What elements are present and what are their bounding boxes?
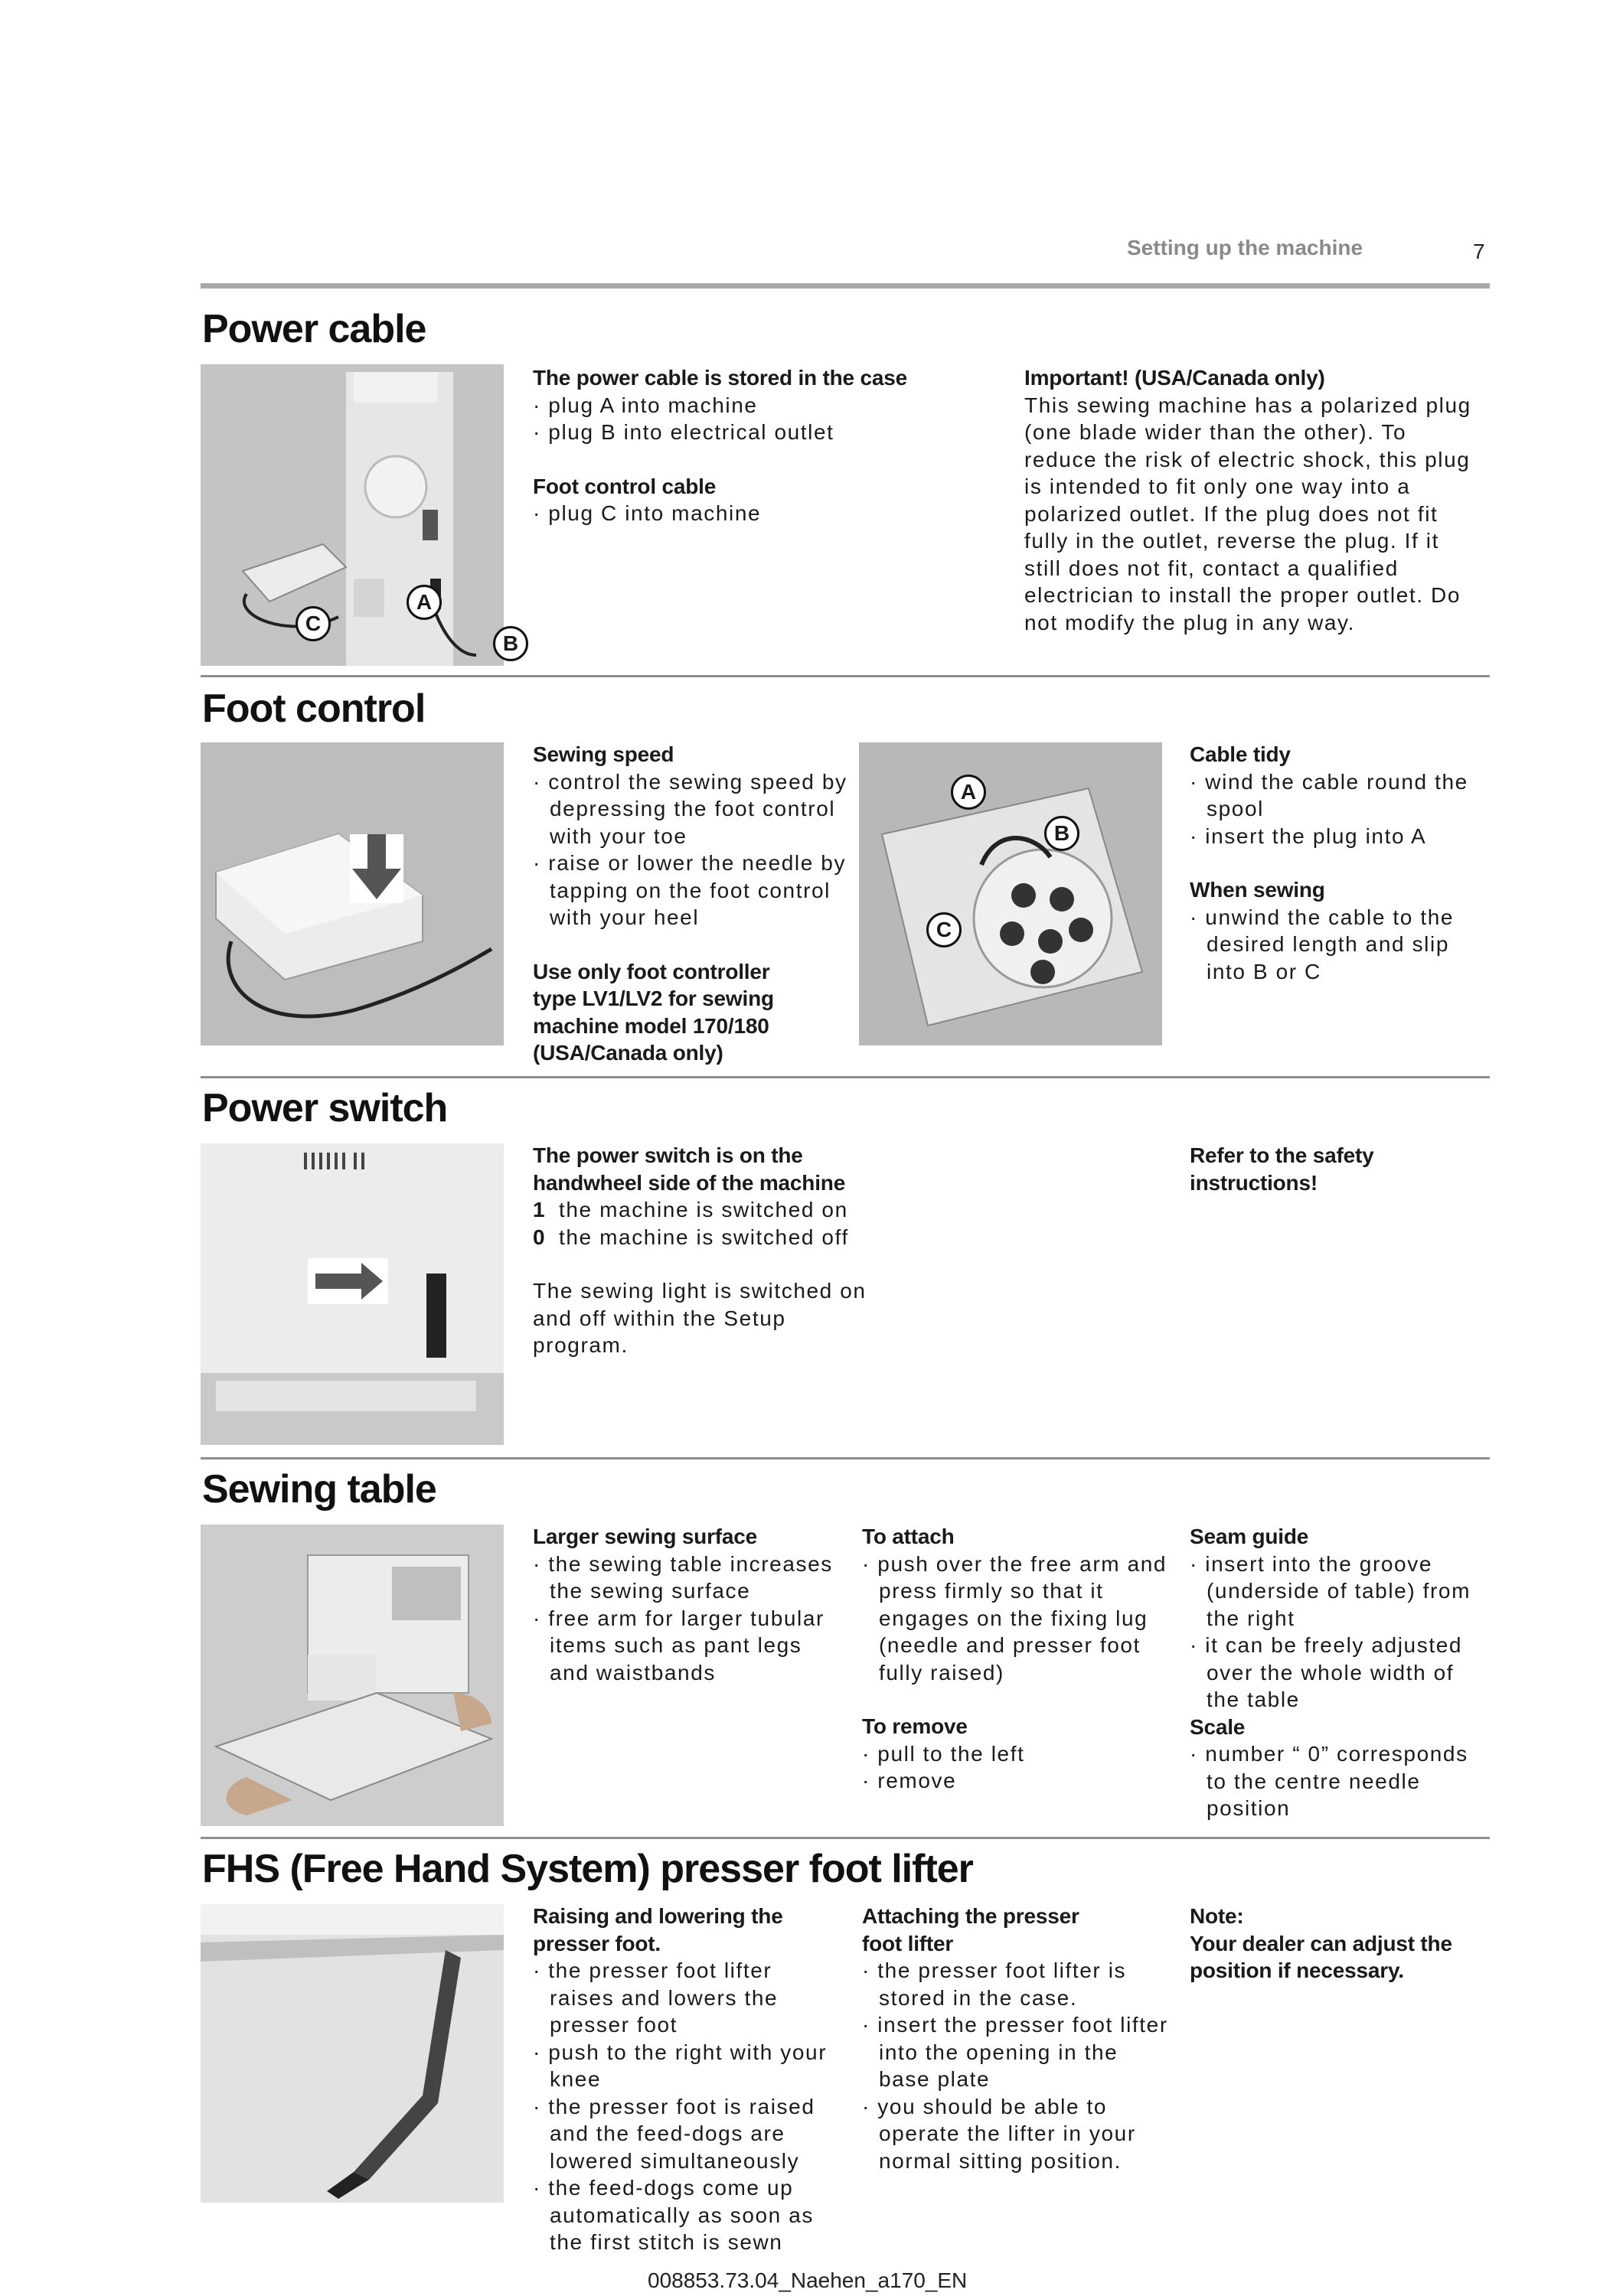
callout-c: C bbox=[296, 606, 331, 641]
cable-tidy-illustration bbox=[859, 742, 1162, 1045]
footer-document-code: 008853.73.04_Naehen_a170_EN bbox=[648, 2268, 968, 2292]
power-cable-title: The power cable is stored in the case bbox=[533, 366, 907, 390]
text-line: still does not fit, contact a qualified bbox=[1024, 556, 1399, 580]
section-rule bbox=[201, 1457, 1490, 1459]
sewing-table-illustration bbox=[201, 1525, 504, 1826]
foot-control-col1 bbox=[533, 741, 854, 1067]
list-item: · push over the free arm and press firmly so that it engages on the fixing lug (needle and presser foot fully raised) bbox=[862, 1551, 1167, 1684]
text-line: The sewing light is switched on bbox=[533, 1279, 867, 1303]
important-title: Important! (USA/Canada only) bbox=[1024, 366, 1325, 390]
list-item: · insert the plug into A bbox=[1190, 823, 1427, 848]
safety-line: Refer to the safety bbox=[1190, 1143, 1374, 1167]
power-cable-col2 bbox=[1024, 364, 1491, 636]
title-line: Attaching the presser bbox=[862, 1904, 1079, 1928]
list-item: · free arm for larger tubular items such as pant legs and waistbands bbox=[533, 1606, 825, 1684]
switch-off-line bbox=[533, 1224, 885, 1251]
sewing-speed-title: Sewing speed bbox=[533, 742, 674, 766]
list-item: · the feed-dogs come up automatically as soon as the first stitch is sewn bbox=[533, 2176, 815, 2254]
heading-sewing-table: Sewing table bbox=[202, 1467, 436, 1512]
text-line: (one blade wider than the other). To bbox=[1024, 420, 1407, 444]
switch-on-key: 1 bbox=[533, 1198, 545, 1221]
section-rule bbox=[201, 1837, 1490, 1839]
to-remove-title: To remove bbox=[862, 1714, 968, 1738]
list-item: · push to the right with your knee bbox=[533, 2040, 828, 2091]
list-item: · plug C into machine bbox=[533, 501, 762, 525]
text-line: polarized outlet. If the plug does not fit bbox=[1024, 501, 1438, 526]
photo-fhs bbox=[201, 1904, 504, 2203]
scale-title: Scale bbox=[1190, 1714, 1246, 1739]
seam-guide-title: Seam guide bbox=[1190, 1525, 1309, 1548]
foot-control-col3 bbox=[1190, 741, 1491, 985]
title-line: The power switch is on the bbox=[533, 1143, 803, 1167]
note-line: Your dealer can adjust the bbox=[1190, 1931, 1452, 1955]
heading-power-switch: Power switch bbox=[202, 1086, 448, 1130]
list-item: · you should be able to operate the lifter in your normal sitting position. bbox=[862, 2094, 1136, 2173]
foot-control-cable-title: Foot control cable bbox=[533, 474, 717, 498]
photo-cable-tidy bbox=[859, 742, 1162, 1045]
callout-b: B bbox=[493, 626, 528, 661]
sewing-table-col2 bbox=[862, 1523, 1168, 1795]
list-item: · plug B into electrical outlet bbox=[533, 420, 834, 444]
title-line: Raising and lowering the bbox=[533, 1904, 783, 1928]
power-cable-col1 bbox=[533, 364, 962, 527]
list-item: · pull to the left bbox=[862, 1741, 1025, 1766]
switch-off-text: the machine is switched off bbox=[559, 1225, 849, 1249]
to-attach-title: To attach bbox=[862, 1525, 955, 1548]
foot-control-illustration bbox=[201, 742, 504, 1045]
text-line: This sewing machine has a polarized plug bbox=[1024, 393, 1471, 417]
callout-c: C bbox=[926, 912, 962, 947]
fhs-col1 bbox=[533, 1903, 842, 2256]
larger-surface-title: Larger sewing surface bbox=[533, 1525, 758, 1548]
fhs-col3 bbox=[1190, 1903, 1491, 1985]
photo-power-switch bbox=[201, 1143, 504, 1445]
photo-power-cable bbox=[201, 364, 504, 666]
heading-fhs: FHS (Free Hand System) presser foot lifter bbox=[202, 1847, 973, 1891]
text-line: and off within the Setup bbox=[533, 1306, 786, 1330]
note-line: (USA/Canada only) bbox=[533, 1041, 723, 1065]
list-item: · the presser foot lifter is stored in the case. bbox=[862, 1958, 1127, 2010]
list-item: · unwind the cable to the desired length and slip into B or C bbox=[1190, 905, 1455, 983]
list-item: · plug A into machine bbox=[533, 393, 758, 417]
heading-foot-control: Foot control bbox=[202, 687, 426, 731]
note-line: Use only foot controller bbox=[533, 959, 770, 983]
text-line: reduce the risk of electric shock, this plug bbox=[1024, 447, 1471, 471]
list-item: · the presser foot lifter raises and lowers the presser foot bbox=[533, 1958, 779, 2037]
note-line: type LV1/LV2 for sewing bbox=[533, 987, 774, 1010]
title-line: handwheel side of the machine bbox=[533, 1170, 846, 1195]
running-header-title: Setting up the machine bbox=[1127, 236, 1363, 259]
list-item: · insert the presser foot lifter into the opening in the base plate bbox=[862, 2013, 1168, 2091]
section-rule bbox=[201, 1076, 1490, 1078]
note-line: Note: bbox=[1190, 1904, 1244, 1928]
photo-sewing-table bbox=[201, 1525, 504, 1826]
cable-tidy-title: Cable tidy bbox=[1190, 742, 1291, 766]
section-rule bbox=[201, 675, 1490, 677]
note-line: machine model 170/180 bbox=[533, 1013, 769, 1038]
header-rule bbox=[201, 283, 1490, 289]
title-line: presser foot. bbox=[533, 1931, 661, 1955]
text-line: is intended to fit only one way into a bbox=[1024, 475, 1411, 498]
list-item: · insert into the groove (underside of table) from the right bbox=[1190, 1551, 1471, 1630]
text-line: fully in the outlet, reverse the plug. If it bbox=[1024, 529, 1439, 553]
safety-line: instructions! bbox=[1190, 1170, 1318, 1195]
callout-a: A bbox=[407, 585, 442, 620]
title-line: foot lifter bbox=[862, 1931, 954, 1955]
text-line: program. bbox=[533, 1333, 629, 1357]
switch-on-text: the machine is switched on bbox=[559, 1198, 848, 1221]
list-item: · control the sewing speed by depressing the foot control with your toe bbox=[533, 769, 847, 848]
sewing-table-col1 bbox=[533, 1523, 842, 1686]
callout-a: A bbox=[951, 775, 986, 810]
switch-off-key: 0 bbox=[533, 1225, 545, 1249]
power-cable-illustration bbox=[201, 364, 504, 666]
text-line: electrician to install the proper outlet. Do bbox=[1024, 583, 1461, 607]
power-switch-illustration bbox=[201, 1143, 504, 1445]
heading-power-cable: Power cable bbox=[202, 307, 426, 351]
page-number: 7 bbox=[1473, 240, 1485, 263]
list-item: · the sewing table increases the sewing surface bbox=[533, 1551, 833, 1603]
power-switch-col3 bbox=[1190, 1142, 1491, 1196]
list-item: · remove bbox=[862, 1769, 957, 1792]
sewing-table-col3 bbox=[1190, 1523, 1491, 1822]
fhs-lifter-illustration bbox=[201, 1904, 504, 2203]
list-item: · it can be freely adjusted over the whole width of the table bbox=[1190, 1633, 1463, 1711]
callout-b: B bbox=[1044, 816, 1079, 851]
list-item: · raise or lower the needle by tapping on the foot control with your heel bbox=[533, 851, 847, 929]
list-item: · wind the cable round the spool bbox=[1190, 769, 1468, 820]
when-sewing-title: When sewing bbox=[1190, 878, 1325, 902]
note-line: position if necessary. bbox=[1190, 1958, 1404, 1982]
switch-on-line bbox=[533, 1196, 885, 1224]
list-item: · the presser foot is raised and the feed-dogs are lowered simultaneously bbox=[533, 2094, 815, 2173]
text-line: not modify the plug in any way. bbox=[1024, 610, 1355, 634]
list-item: · number “ 0” corresponds to the centre needle position bbox=[1190, 1742, 1468, 1820]
photo-foot-control bbox=[201, 742, 504, 1045]
power-switch-col1 bbox=[533, 1142, 885, 1359]
fhs-col2 bbox=[862, 1903, 1168, 2174]
